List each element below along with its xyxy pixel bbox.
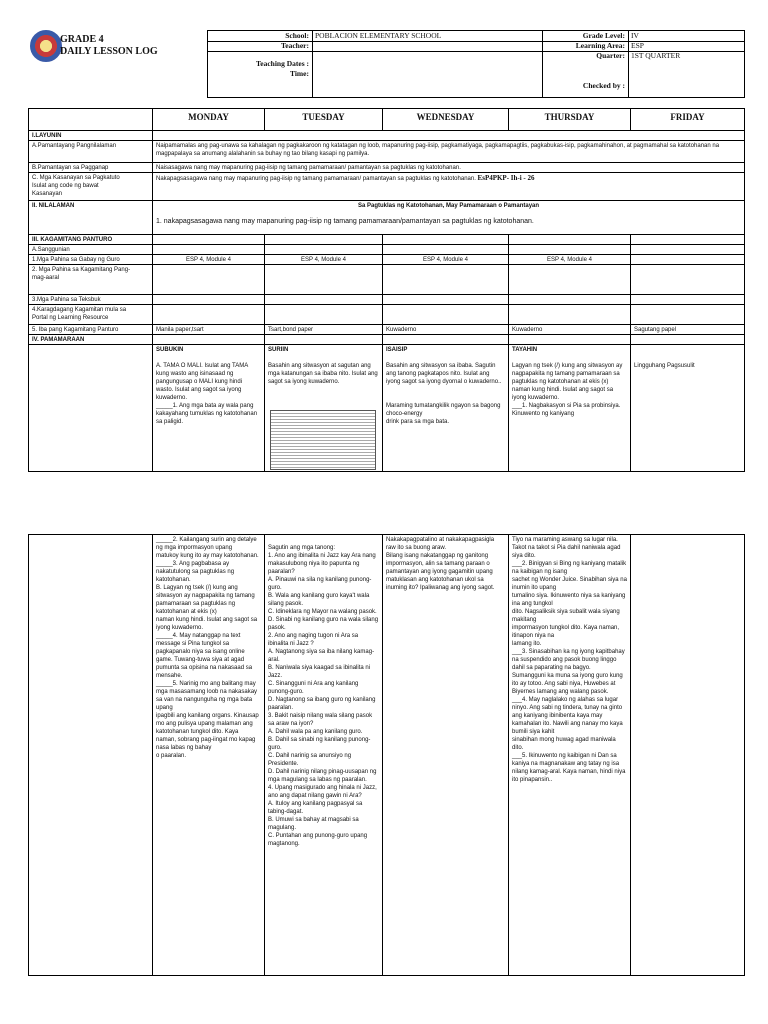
gabay-wednesday: ESP 4, Module 4 (383, 255, 509, 265)
layunin-label: I.LAYUNIN (29, 131, 153, 141)
subukin-heading: SUBUKIN (156, 347, 184, 353)
time-label: Time: (289, 69, 309, 78)
day-header-friday: FRIDAY (631, 109, 744, 131)
corner-cell (29, 109, 153, 131)
empty-cell (265, 295, 383, 305)
checked-by-label: Checked by : (582, 81, 625, 90)
day-header-monday: MONDAY (153, 109, 265, 131)
gabay-thursday: ESP 4, Module 4 (509, 255, 631, 265)
page-two (0, 530, 768, 1024)
continued-tuesday: Sagutin ang mga tanong: 1. Ano ang ibinalita ni Jazz kay Ara nang makasulubong niya ito papunta ng paaralan? A. Pinauwi na sila ng kanilang punong-guro. B. Wala ang kanilang guro kaya't wala silang pasok. C. Idineklara ng Mayor na walang pasok. D. Sinabi ng kanilang guro na wala silang pasok. 2. Ano ang naging tugon ni Ara sa ibinalita ni Jazz ? A. Nagtanong siya sa iba nilang kamag-aral. B. Naniwala siya kaagad sa ibinalita ni Jazz. C. Sinangguni ni Ara ang kanilang punong-guro. D. Nagtanong sa ibang guro ng kanilang paaralan. 3. Bakit naisip nilang wala silang pasok sa araw na iyon? A. Dahil wala pa ang kanilang guro. B. Dahil sa sinabi ng kanilang punong-guro. C. Dahil narinig sa anunsiyo ng Presidente. D. Dahil narinig nilang pinag-uusapan ng mga magulang sa labas ng paaralan. 4. Upang masigurado ang hinala ni Jazz, ano ang dapat nilang gawin ni Ara? A. Ituloy ang kanilang pagpasyal sa tabing-dagat. B. Umuwi sa bahay at magsabi sa magulang. C. Puntahan ang punong-guro upang magtanong. (265, 535, 383, 975)
sanggunian-label: A.Sanggunian (29, 245, 153, 255)
kasanayan-code: EsP4PKP- Ih-i - 26 (477, 174, 535, 182)
empty-cell (383, 235, 509, 245)
layunin-blank (153, 131, 744, 141)
empty-cell (265, 335, 383, 345)
empty-cell (153, 305, 265, 325)
header-row-quarter (542, 51, 744, 61)
iba-wednesday: Kuwaderno (383, 325, 509, 335)
continued-monday: _____2. Kailangang surin ang detalye ng mga impormasyon upang matukoy kung ito ay may katotohanan. _____3. Ang pagbabasa ay nakatutulong sa pagtuklas ng katotohanan. B. Lagyan ng tsek (/) kung ang sitwasyon ay nagpapakita ng tamang pamamaraan sa pagtuklas ng katotohanan at ekis (x) naman kung hindi. Isulat ang sagot sa iyong kuwaderno. _____4. May natanggap na text message si Pina tungkol sa pagkapanalo niya sa isang online game. Tuwang-tuwa siya at agad pumunta sa opisina na nakasaad sa mensahe. _____5. Narinig mo ang balitang may mga masasamang loob na nakasakay sa van na nangunguha ng mga bata upang ipagbili ang kanilang organs. Kinausap mo ang pulisya upang malaman ang katotohanan tungkol dito. Kaya naman, sobrang pag-iingat mo kapag nasa labas ng bahay o paaralan. (153, 535, 265, 975)
empty-cell (631, 295, 744, 305)
empty-cell (631, 265, 744, 295)
learning-area-value: ESP (631, 41, 644, 50)
grade-level-label: Grade Level: (582, 31, 625, 40)
procedure-thursday (509, 345, 631, 471)
quarter-label: Quarter: (596, 51, 625, 60)
tayahin-text: Lagyan ng tsek (/) kung ang sitwasyon ay nagpapakita ng tamang pamamaraan sa pagtuklas ng katotohanan at ekis (x) naman kung hindi. Isulat ang sagot sa iyong kuwaderno. ___1. Nagbakasyon si Pia sa probinsiya. Kinuwento ng kaniyang (512, 363, 623, 417)
iba-label: 5. Iba pang Kagamitang Panturo (29, 325, 153, 335)
kagamitan-label: III. KAGAMITANG PANTURO (29, 235, 153, 245)
gabay-tuesday: ESP 4, Module 4 (265, 255, 383, 265)
iba-tuesday: Tsart,bond paper (265, 325, 383, 335)
log-title: DAILY LESSON LOG (60, 46, 158, 57)
school-label: School: (285, 31, 309, 40)
empty-cell (509, 265, 631, 295)
empty-cell (383, 295, 509, 305)
procedure-friday (631, 345, 744, 471)
empty-cell (153, 245, 265, 255)
nilalaman-cell (153, 201, 744, 235)
empty-cell (631, 245, 744, 255)
kasanayan-text: Nakapagsasagawa nang may mapanuring pag-iisip ng tamang pamamaraan/ pamantayan sa pagtuklas ng katotohanan. (156, 176, 476, 182)
empty-cell (631, 335, 744, 345)
page-one (0, 0, 768, 480)
teksbuk-label: 3.Mga Pahina sa Teksbuk (29, 295, 153, 305)
procedure-label-cell (29, 535, 153, 975)
empty-cell (383, 335, 509, 345)
continued-friday (631, 535, 744, 975)
pangnilalaman-label: A.Pamantayang Pangnilalaman (29, 141, 153, 163)
school-value: POBLACION ELEMENTARY SCHOOL (315, 31, 442, 40)
day-header-wednesday: WEDNESDAY (383, 109, 509, 131)
empty-cell (509, 305, 631, 325)
story-image-thumbnail (270, 410, 376, 470)
procedure-wednesday (383, 345, 509, 471)
empty-cell (153, 295, 265, 305)
nilalaman-title: Sa Pagtuklas ng Katotohanan, May Pamamaraan o Pamantayan (357, 203, 540, 209)
header-info-box (207, 30, 745, 98)
continued-thursday: Tiyo na maraming aswang sa lugar nila. Takot na takot si Pia dahil naniwala agad siya dito. ___2. Binigyan si Bing ng kaniyang matalik na kaibigan ng isang sachet ng Wonder Juice. Sinabihan siya na inumin ito upang tumalino siya. Ikinuwento niya sa kaniyang ina ang tungkol dito. Nagsaliksik siya subalit wala siyang makitang impormasyon tungkol dito. Kaya naman, itinapon niya na lamang ito. ___3. Sinasabihan ka ng iyong kapitbahay na suspendido ang pasok buong linggo dahil sa paparating na bagyo. Sumangguni ka muna sa iyong guro kung ito ay totoo. Ang sabi niya, Huwebes at Biyernes lamang ang walang pasok. ___4. May naglalako ng alahas sa lugar ninyo. Ang sabi ng tindera, tunay na ginto ang kaniyang ibinibenta kaya may kamahalan ito. Nawili ang nanay mo kaya bumili siya kahit sinabihan mong huwag agad maniwala dito. ___5. Ikinuwento ng kaibigan ni Dan sa kaniya na magnanakaw ang tatay ng isa nilang kamag-aral. Kaya naman, hindi niya ito pinapansin.. (509, 535, 631, 975)
procedure-monday (153, 345, 265, 471)
empty-cell (631, 305, 744, 325)
deped-seal-icon (30, 30, 62, 62)
day-header-thursday: THURSDAY (509, 109, 631, 131)
tayahin-heading: TAYAHIN (512, 347, 538, 353)
teaching-dates-label: Teaching Dates : (255, 59, 309, 68)
empty-cell (383, 245, 509, 255)
header-title (60, 34, 158, 58)
suriin-text: Basahin ang sitwasyon at sagutan ang mga katanungan sa ibaba nito. Isulat ang sagot sa iyong kuwaderno. (268, 363, 378, 385)
isaisip-heading: ISAISIP (386, 347, 408, 353)
divider (312, 31, 313, 97)
pamamaraan-label: IV. PAMAMARAAN (29, 335, 153, 345)
gabay-friday (631, 255, 744, 265)
lesson-grid-page-one (28, 108, 745, 472)
empty-cell (509, 235, 631, 245)
procedure-label-cell (29, 345, 153, 471)
empty-cell (265, 235, 383, 245)
empty-cell (153, 265, 265, 295)
divider (628, 31, 629, 97)
lesson-grid-page-two (28, 534, 745, 976)
empty-cell (383, 265, 509, 295)
gabay-monday: ESP 4, Module 4 (153, 255, 265, 265)
grade-title: GRADE 4 (60, 34, 104, 45)
friday-text: Lingguhang Pagsusulit (634, 363, 695, 369)
pagganap-label: B.Pamantayan sa Pagganap (29, 163, 153, 173)
gabay-label: 1.Mga Pahina sa Gabay ng Guro (29, 255, 153, 265)
iba-thursday: Kuwaderno (509, 325, 631, 335)
kasanayan-cell (153, 173, 744, 201)
empty-cell (509, 295, 631, 305)
empty-cell (153, 235, 265, 245)
isaisip-text: Basahin ang sitwasyon sa ibaba. Sagutin ang tanong pagkatapos nito. Isulat ang iyong sagot sa iyong dyornal o kuwaderno.. Maraming tumatangkilik ngayon sa bagong choco-energy drink para sa mga bata. (386, 363, 502, 425)
empty-cell (509, 245, 631, 255)
teacher-label: Teacher: (280, 41, 309, 50)
empty-cell (265, 245, 383, 255)
quarter-value: 1ST QUARTER (631, 51, 681, 60)
kagamitang-pang-label: 2. Mga Pahina sa Kagamitang Pang- mag-aaral (29, 265, 153, 295)
continued-wednesday: Nakakapagpatalino at nakakapagpasigla raw ito sa buong araw. Bilang isang nakatanggap ng ganitong impormasyon, alin sa tamang paraan o pamantayan ang iyong gagamitin upang matuklasan ang katotohanan ukol sa inuming ito? Ipaliwanag ang iyong sagot. (383, 535, 509, 975)
iba-friday: Sagutang papel (631, 325, 744, 335)
pagganap-text: Naisasagawa nang may mapanuring pag-iisip ng tamang pamamaraan/ pamantayan sa pagtuklas ng katotohanan. (153, 163, 744, 173)
nilalaman-label: II. NILALAMAN (29, 201, 153, 235)
pangnilalaman-text: Naipamamalas ang pag-unawa sa kahalagan ng pagkakaroon ng katatagan ng loob, mapanuring pag-iisip, pagkamatiyaga, pagkamapagtiis, pagkabukas-isip, pagkamahinahon, at pagmamahal sa katotohanan na magpapalaya sa anumang alalahanin sa buhay ng tao bilang kasapi ng pamilya. (153, 141, 744, 163)
karagdagang-label: 4.Karagdagang Kagamitan mula sa Portal ng Learning Resource (29, 305, 153, 325)
divider (542, 31, 543, 97)
empty-cell (265, 265, 383, 295)
empty-cell (383, 305, 509, 325)
empty-cell (631, 235, 744, 245)
empty-cell (509, 335, 631, 345)
grade-level-value: IV (631, 31, 639, 40)
empty-cell (265, 305, 383, 325)
learning-area-label: Learning Area: (575, 41, 625, 50)
subukin-text: A. TAMA O MALI. Isulat ang TAMA kung wasto ang isinasaad ng pangungusap o MALI kung hindi wasto. Isulat ang sagot sa iyong kuwaderno. _____1. Ang mga bata ay wala pang kakayahang tumuklas ng katotohanan sa paligid. (156, 363, 258, 425)
kasanayan-label: C. Mga Kasanayan sa Pagkatuto Isulat ang code ng bawat Kasanayan (29, 173, 153, 201)
iba-monday: Manila paper,tsart (153, 325, 265, 335)
day-header-tuesday: TUESDAY (265, 109, 383, 131)
nilalaman-text: 1. nakapagsasagawa nang may mapanuring pag-iisip ng tamang pamamaraan/pamantayan sa pagtuklas ng katotohanan. (156, 218, 534, 225)
suriin-heading: SURIIN (268, 347, 289, 353)
empty-cell (153, 335, 265, 345)
